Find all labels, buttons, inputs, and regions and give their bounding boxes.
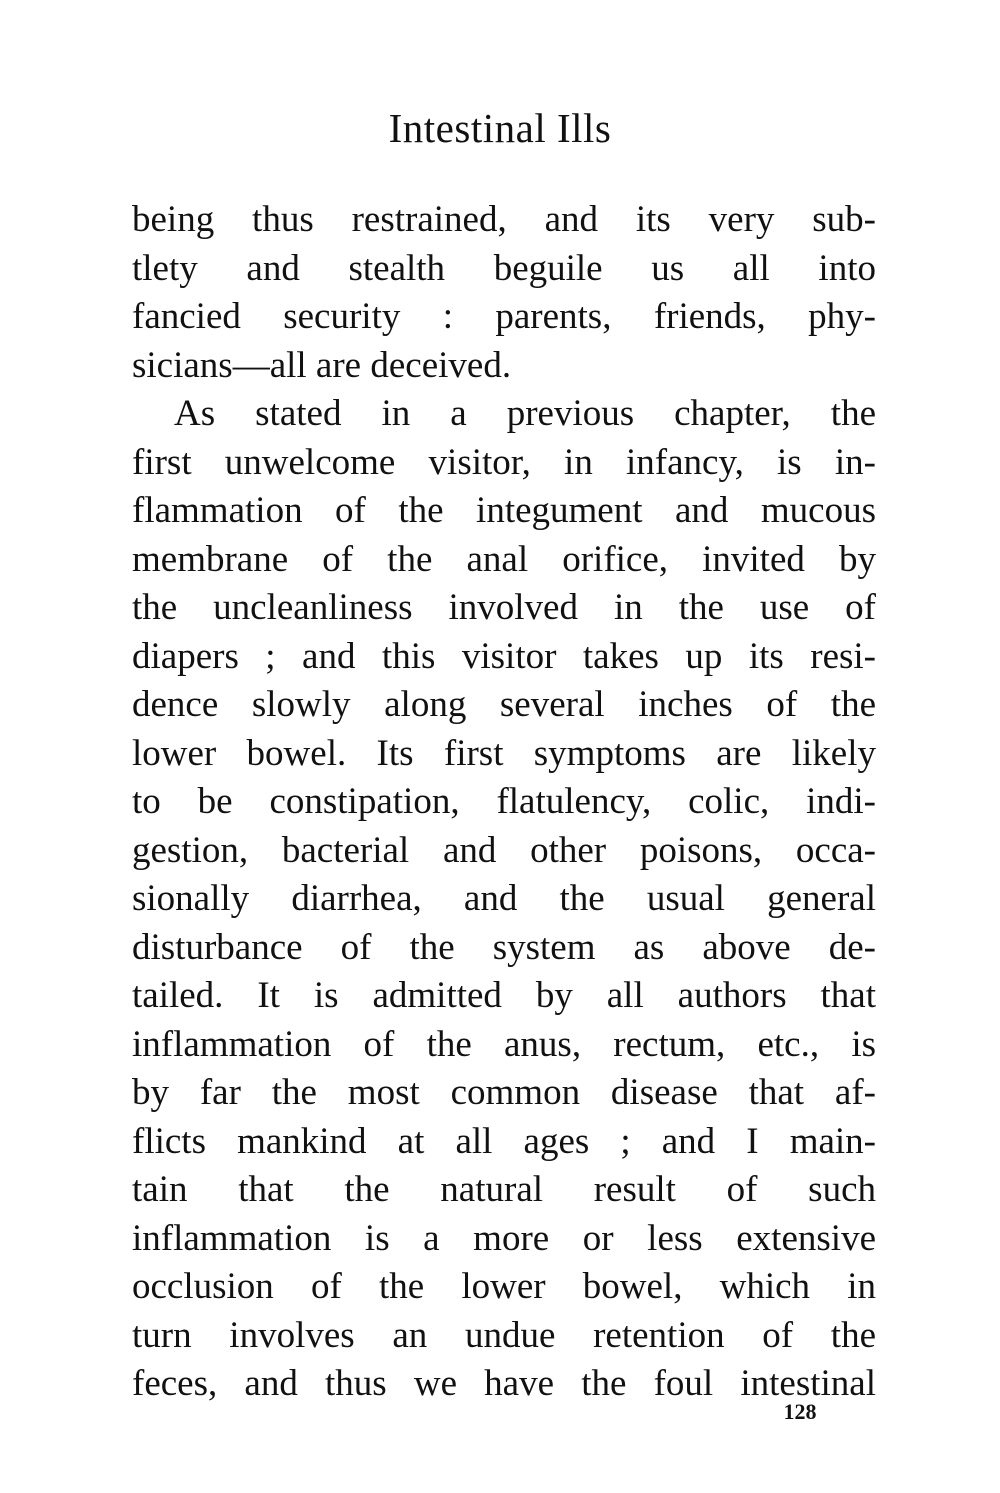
text-line: disturbance of the system as above de- <box>132 926 876 968</box>
text-line: inflammation of the anus, rectum, etc., is <box>132 1023 876 1065</box>
text-line: sionally diarrhea, and the usual general <box>132 878 876 919</box>
text-line: fancied security : parents, friends, phy- <box>132 296 876 337</box>
text-line: diapers ; and this visitor takes up its resi- <box>132 635 876 677</box>
text-line: turn involves an undue retention of the <box>132 1314 876 1356</box>
text-line: tlety and stealth beguile us all into <box>132 247 876 289</box>
text-line: dence slowly along several inches of the <box>132 684 876 725</box>
page-number: 128 <box>783 1399 817 1424</box>
text-line: by far the most common disease that af- <box>132 1072 876 1113</box>
text-line: tain that the natural result of such <box>132 1169 876 1210</box>
text-line: membrane of the anal orifice, invited by <box>132 538 876 580</box>
text-line: As stated in a previous chapter, the <box>174 393 876 434</box>
text-line: flicts mankind at all ages ; and I main- <box>132 1120 876 1162</box>
text-line: being thus restrained, and its very sub- <box>132 199 876 240</box>
text-line: sicians—all are deceived. <box>132 344 512 386</box>
text-line: the uncleanliness involved in the use of <box>132 587 876 628</box>
text-line: lower bowel. Its first symptoms are likely <box>132 732 876 774</box>
text-line: to be constipation, flatulency, colic, indi- <box>132 781 876 822</box>
text-line: occlusion of the lower bowel, which in <box>132 1266 876 1307</box>
text-line: flammation of the integument and mucous <box>132 490 876 531</box>
text-line: tailed. It is admitted by all authors that <box>132 975 876 1016</box>
text-line: feces, and thus we have the foul intestinal <box>132 1363 876 1404</box>
text-line: gestion, bacterial and other poisons, occa- <box>132 829 876 871</box>
text-line: inflammation is a more or less extensive <box>132 1217 876 1259</box>
body-text <box>132 196 876 1409</box>
text-line: first unwelcome visitor, in infancy, is in- <box>132 441 876 483</box>
running-head: Intestinal Ills <box>388 105 612 151</box>
